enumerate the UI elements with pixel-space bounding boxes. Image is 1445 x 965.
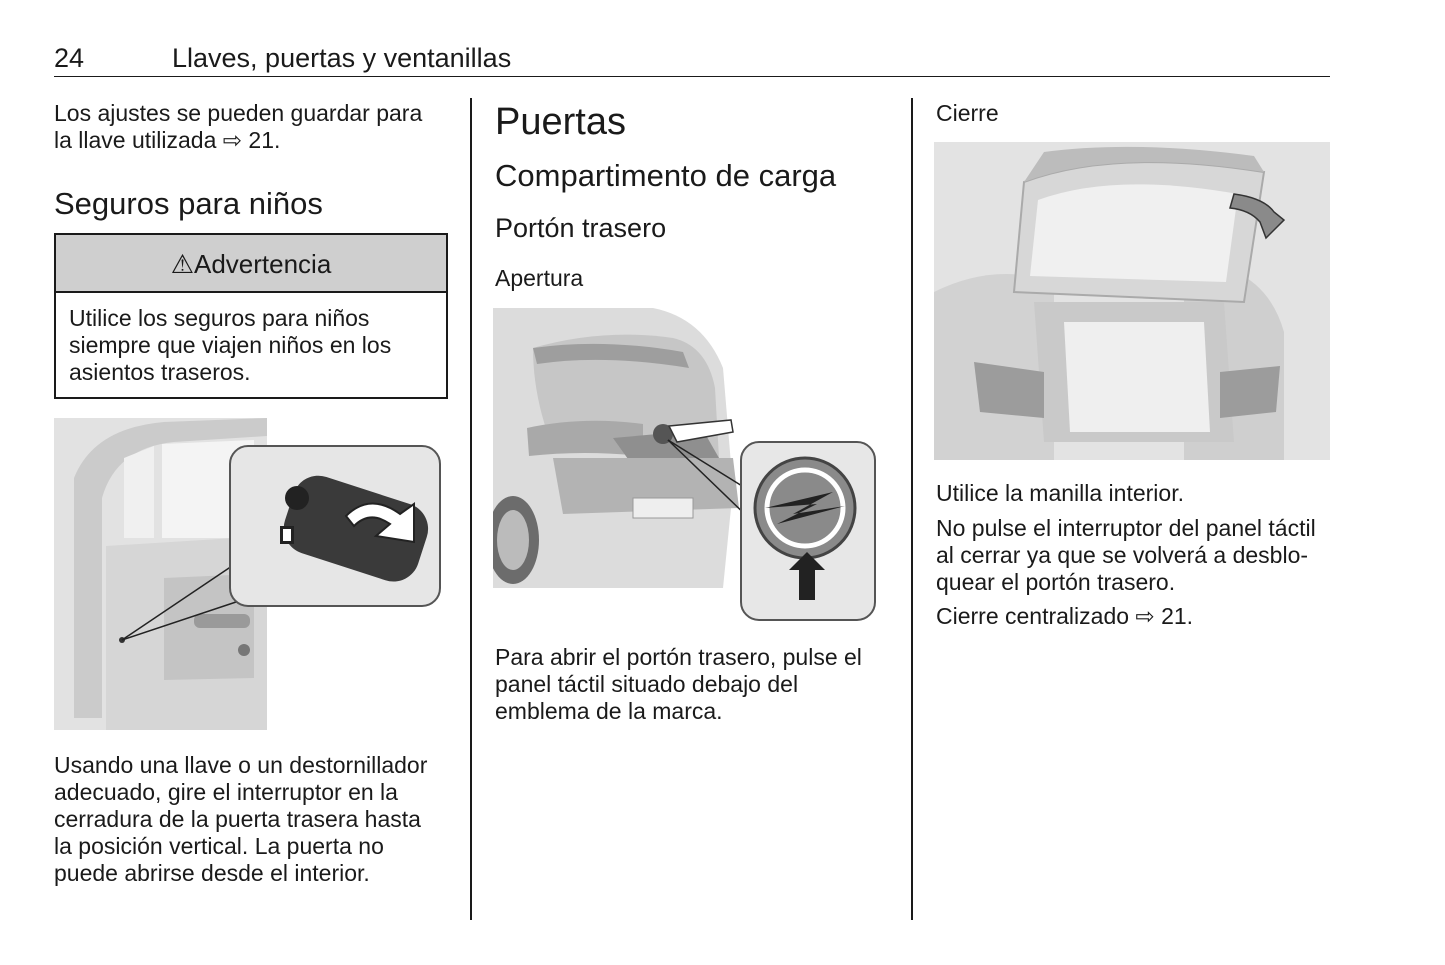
warning-title: ⚠Advertencia bbox=[56, 235, 446, 293]
central-locking-reference: Cierre centralizado ⇨ 21. bbox=[936, 603, 1194, 629]
child-lock-caption bbox=[54, 752, 454, 887]
tailgate-opening-caption bbox=[495, 644, 895, 725]
caption-line: Para abrir el portón trasero, pulse el bbox=[495, 644, 862, 670]
closing-instruction: Utilice la manilla interior. bbox=[936, 480, 1184, 506]
caption-line: adecuado, gire el interruptor en la bbox=[54, 779, 398, 805]
subsection-heading-tailgate: Portón trasero bbox=[495, 213, 667, 243]
closing-warning-text bbox=[936, 515, 1336, 596]
warning-line: Utilice los seguros para niños bbox=[69, 305, 370, 331]
page-number: 24 bbox=[54, 43, 85, 73]
intro-text bbox=[54, 100, 454, 154]
caption-line: la posición vertical. La puerta no bbox=[54, 833, 384, 859]
warning-box bbox=[54, 233, 448, 399]
paragraph-line: No pulse el interruptor del panel táctil bbox=[936, 515, 1316, 541]
subsection-heading-opening: Apertura bbox=[495, 265, 584, 291]
column-right bbox=[936, 100, 1336, 900]
paragraph-line: al cerrar ya que se volverá a desblo- bbox=[936, 542, 1309, 568]
warning-line: asientos traseros. bbox=[69, 359, 251, 385]
paragraph-line: quear el portón trasero. bbox=[936, 569, 1176, 595]
warning-text bbox=[56, 293, 446, 398]
column-divider bbox=[911, 98, 913, 920]
intro-line: Los ajustes se pueden guardar para bbox=[54, 100, 423, 126]
column-divider bbox=[470, 98, 472, 920]
tailgate-closing-illustration bbox=[934, 142, 1330, 460]
caption-line: emblema de la marca. bbox=[495, 698, 723, 724]
child-lock-illustration bbox=[54, 418, 444, 730]
column-middle bbox=[495, 100, 895, 900]
caption-line: puede abrirse desde el interior. bbox=[54, 860, 370, 886]
warning-line: siempre que viajen niños en los bbox=[69, 332, 392, 358]
intro-line: la llave utilizada ⇨ 21. bbox=[54, 127, 281, 153]
page-header bbox=[54, 40, 1330, 77]
column-left bbox=[54, 100, 454, 900]
tailgate-opening-illustration bbox=[493, 308, 888, 624]
subsection-heading-cargo: Compartimento de carga bbox=[495, 158, 837, 193]
subsection-heading-closing: Cierre bbox=[936, 100, 999, 126]
caption-line: panel táctil situado debajo del bbox=[495, 671, 799, 697]
chapter-title: Llaves, puertas y ventanillas bbox=[172, 43, 512, 73]
caption-line: cerradura de la puerta trasera hasta bbox=[54, 806, 421, 832]
caption-line: Usando una llave o un destornillador bbox=[54, 752, 428, 778]
section-heading-doors: Puertas bbox=[495, 101, 626, 143]
section-heading-child-locks: Seguros para niños bbox=[54, 186, 323, 221]
